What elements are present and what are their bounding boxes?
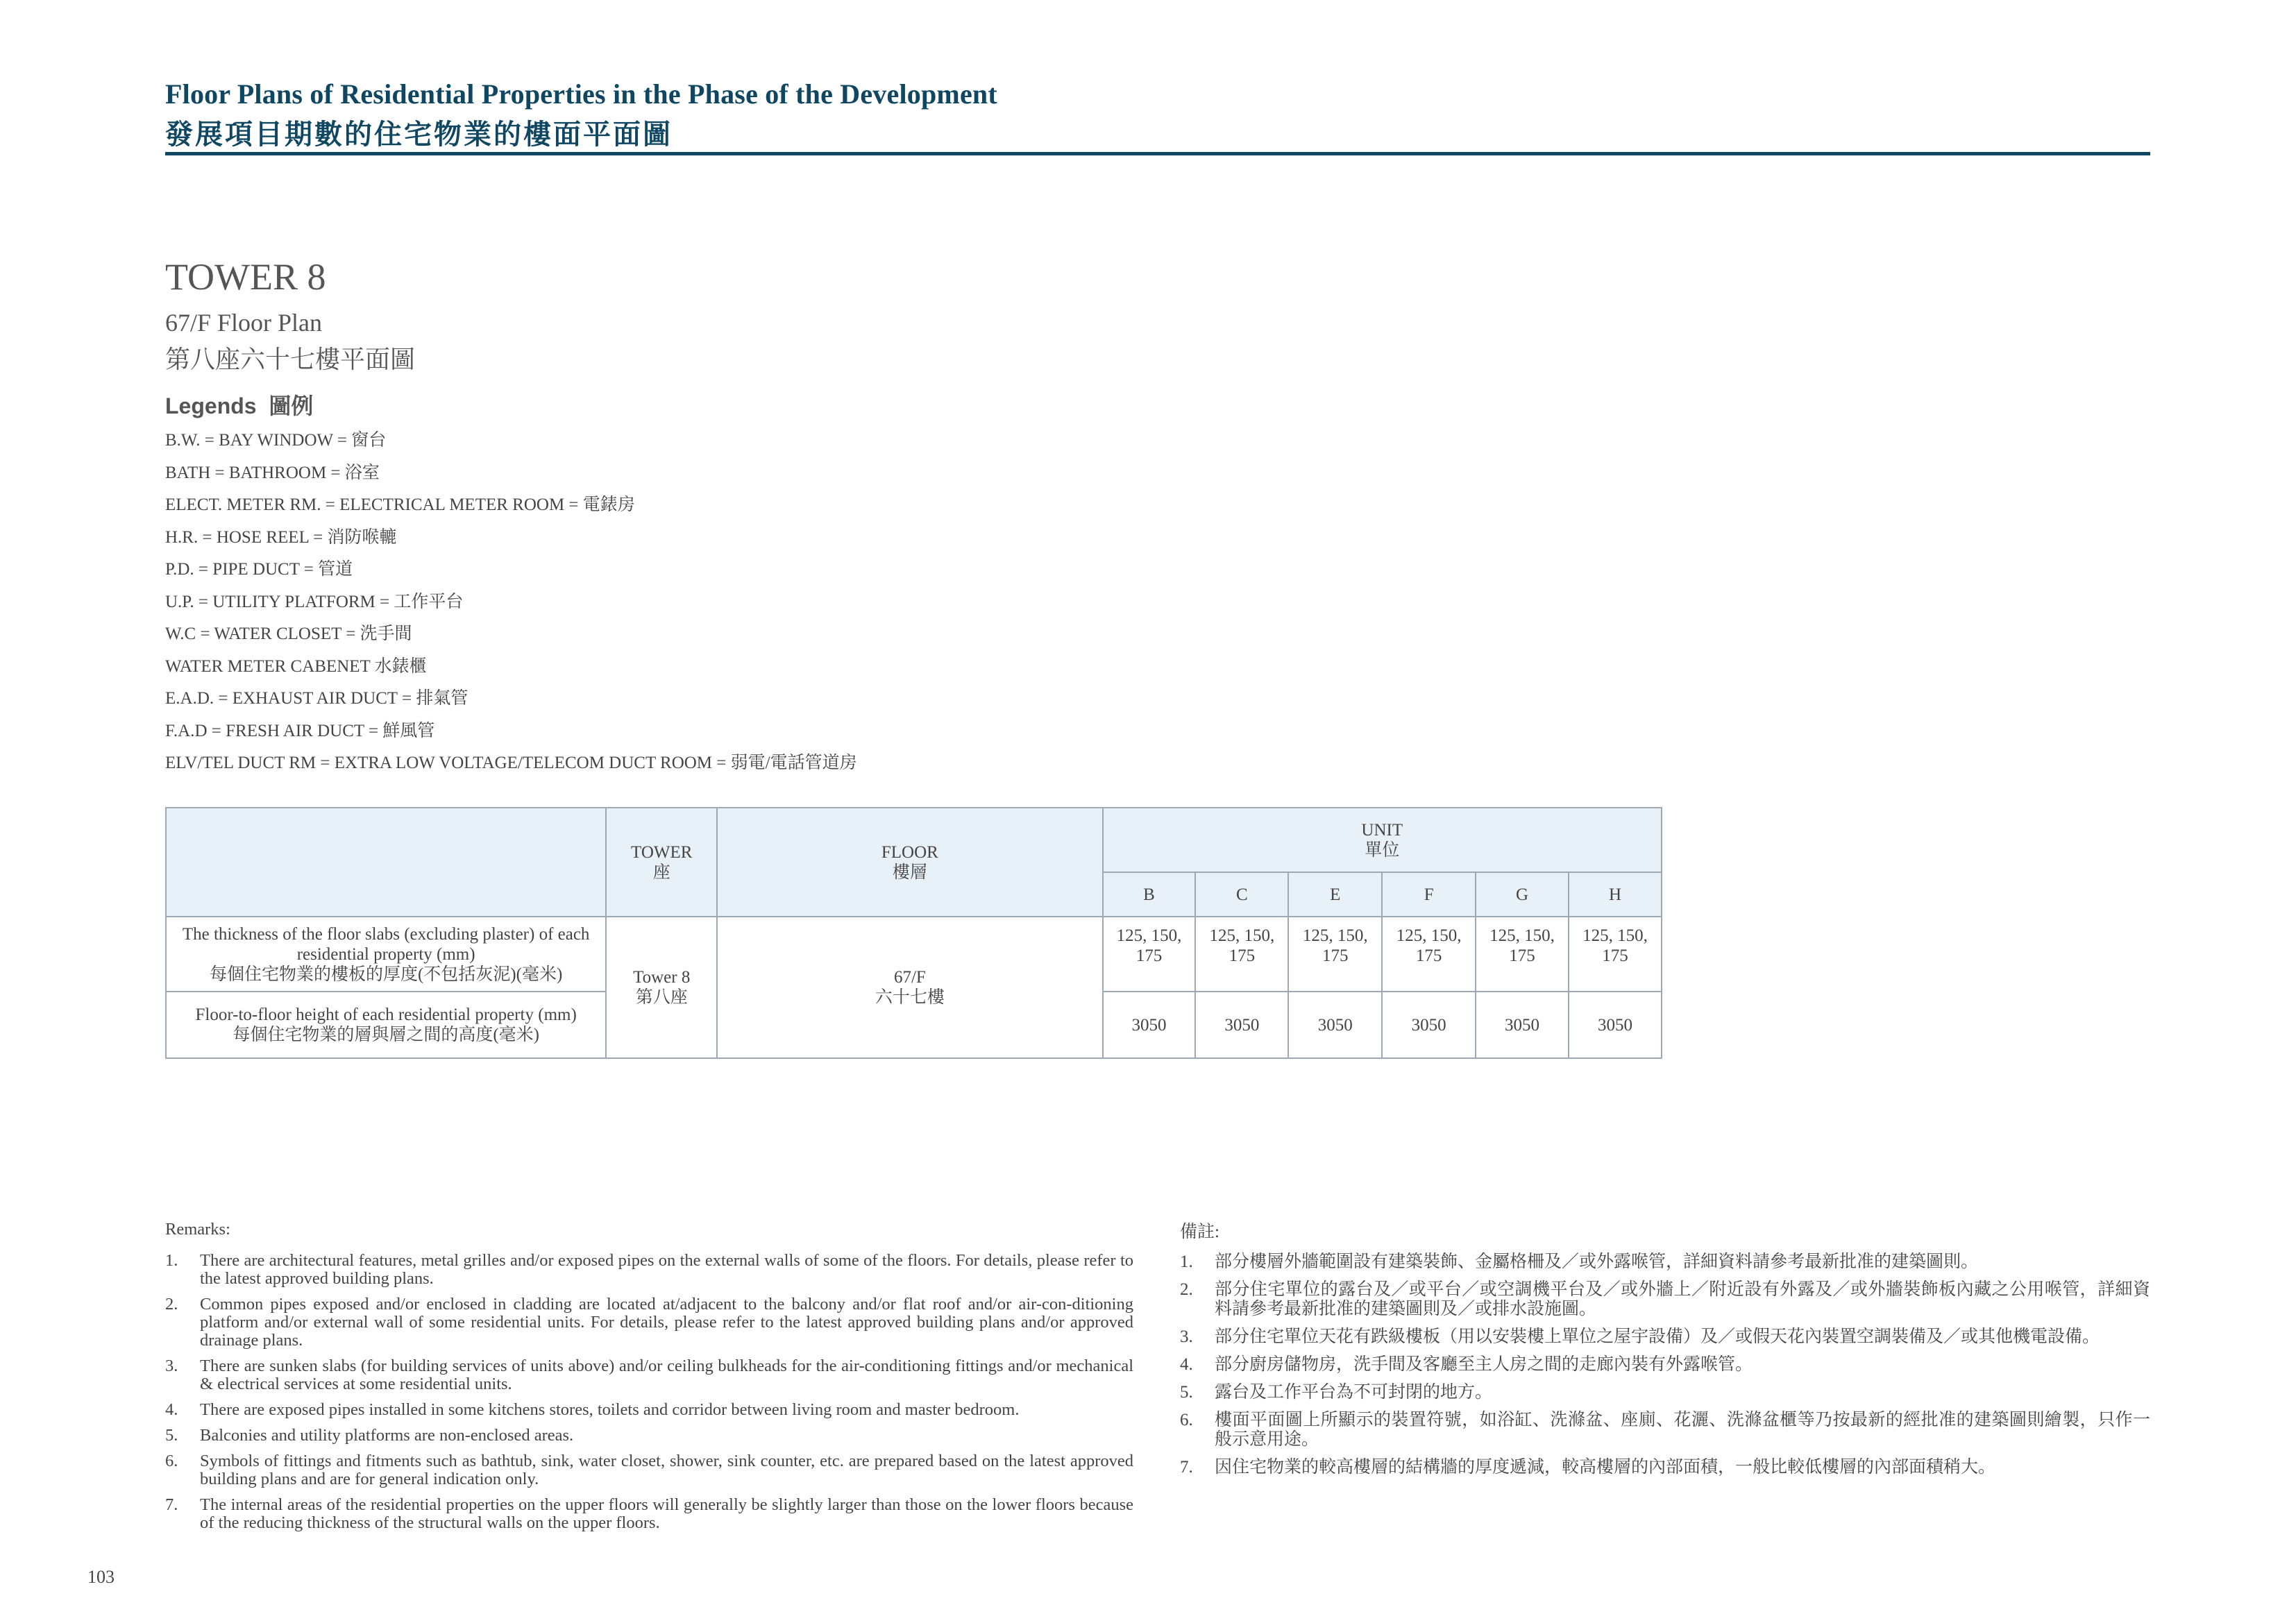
- legends-heading: Legends 圖例: [165, 393, 314, 418]
- legend-item: F.A.D = FRESH AIR DUCT = 鮮風管: [165, 721, 435, 740]
- page-number: 103: [87, 1567, 115, 1587]
- section-title-zh: 發展項目期數的住宅物業的樓面平面圖: [165, 119, 673, 150]
- unit-header: F: [1382, 872, 1476, 917]
- floor-spec-table: [165, 807, 1662, 1059]
- height-cell: 3050: [1195, 992, 1288, 1058]
- legend-item: E.A.D. = EXHAUST AIR DUCT = 排氣管: [165, 689, 469, 708]
- tower-value-cell: Tower 8 第八座: [606, 917, 717, 1058]
- unit-header: G: [1476, 872, 1569, 917]
- remark-item: 3. There are sunken slabs (for building services of units above) and/or ceiling bulkheads for the air-conditioning fittings and/or mechanical & electrical services at some residential units.: [165, 1357, 1133, 1393]
- height-cell: 3050: [1103, 992, 1196, 1058]
- height-cell: 3050: [1569, 992, 1662, 1058]
- legend-item: ELECT. METER RM. = ELECTRICAL METER ROOM = 電錶房: [165, 495, 635, 514]
- height-cell: 3050: [1476, 992, 1569, 1058]
- remarks-title-en: Remarks:: [165, 1220, 230, 1239]
- height-cell: 3050: [1288, 992, 1382, 1058]
- remark-item: 5. Balconies and utility platforms are non-enclosed areas.: [165, 1426, 574, 1445]
- legend-item: WATER METER CABENET 水錶櫃: [165, 656, 427, 676]
- unit-header: H: [1569, 872, 1662, 917]
- legend-item: H.R. = HOSE REEL = 消防喉轆: [165, 527, 397, 547]
- legend-item: B.W. = BAY WINDOW = 窗台: [165, 431, 387, 450]
- floor-value-cell: 67/F 六十七樓: [717, 917, 1102, 1058]
- remark-item: 1. 部分樓層外牆範圍設有建築裝飾、金屬格柵及／或外露喉管，詳細資料請參考最新批准的建築圖則。: [1180, 1252, 1979, 1271]
- remark-item: 5. 露台及工作平台為不可封閉的地方。: [1180, 1383, 1493, 1402]
- remark-item: 4. 部分廚房儲物房，洗手間及客廳至主人房之間的走廊內裝有外露喉管。: [1180, 1355, 1753, 1374]
- tower-title: TOWER 8: [165, 256, 326, 298]
- table-corner-cell: [166, 808, 606, 917]
- legend-item: W.C = WATER CLOSET = 洗手間: [165, 624, 412, 643]
- height-cell: 3050: [1382, 992, 1476, 1058]
- legend-item: BATH = BATHROOM = 浴室: [165, 463, 380, 482]
- thickness-cell: 125, 150, 175: [1569, 917, 1662, 992]
- floor-plan-title-zh: 第八座六十七樓平面圖: [165, 346, 416, 373]
- row-label-height: Floor-to-floor height of each residential property (mm) 每個住宅物業的層與層之間的高度(毫米): [166, 992, 606, 1058]
- remarks-zh: [1180, 1218, 2150, 1486]
- remark-item: 7. 因住宅物業的較高樓層的結構牆的厚度遞減，較高樓層的內部面積，一般比較低樓層的內部面積稍大。: [1180, 1458, 1996, 1477]
- header-divider: [165, 152, 2150, 155]
- remark-item: 2. 部分住宅單位的露台及／或平台／或空調機平台及／或外牆上／附近設有外露及／或外牆裝飾板內藏之公用喉管，詳細資料請參考最新批准的建築圖則及／或排水設施圖。: [1180, 1280, 2150, 1318]
- column-header-floor: FLOOR 樓層: [717, 808, 1102, 917]
- remarks-en: [165, 1220, 1133, 1540]
- row-label-thickness: The thickness of the floor slabs (excluding plaster) of each residential property (mm) 每個住宅物業的樓板的厚度(不包括灰泥)(毫米): [166, 917, 606, 992]
- remark-item: 6. 樓面平面圖上所顯示的裝置符號，如浴缸、洗滌盆、座廁、花灑、洗滌盆櫃等乃按最新的經批准的建築圖則繪製，只作一般示意用途。: [1180, 1411, 2150, 1449]
- section-title-en: Floor Plans of Residential Properties in the Phase of the Development: [165, 78, 997, 110]
- remark-item: 3. 部分住宅單位天花有跌級樓板（用以安裝樓上單位之屋宇設備）及／或假天花內裝置空調裝備及／或其他機電設備。: [1180, 1327, 2100, 1346]
- remark-item: 4. There are exposed pipes installed in some kitchens stores, toilets and corridor between living room and master bedroom.: [165, 1400, 1020, 1419]
- thickness-cell: 125, 150, 175: [1195, 917, 1288, 992]
- column-header-unit: UNIT 單位: [1103, 808, 1662, 872]
- unit-header: B: [1103, 872, 1196, 917]
- remark-item: 7. The internal areas of the residential properties on the upper floors will generally be slightly larger than those on the lower floors because of the reducing thickness of the structural walls on the upper floors.: [165, 1495, 1133, 1532]
- thickness-cell: 125, 150, 175: [1382, 917, 1476, 992]
- remarks-title-zh: 備註:: [1180, 1223, 1219, 1241]
- thickness-cell: 125, 150, 175: [1103, 917, 1196, 992]
- unit-header: C: [1195, 872, 1288, 917]
- thickness-cell: 125, 150, 175: [1288, 917, 1382, 992]
- legend-item: P.D. = PIPE DUCT = 管道: [165, 560, 353, 579]
- legend-item: ELV/TEL DUCT RM = EXTRA LOW VOLTAGE/TELECOM DUCT ROOM = 弱電/電話管道房: [165, 754, 857, 772]
- table-row: [166, 917, 1662, 992]
- unit-header: E: [1288, 872, 1382, 917]
- floor-plan-title-en: 67/F Floor Plan: [165, 309, 323, 337]
- thickness-cell: 125, 150, 175: [1476, 917, 1569, 992]
- legend-item: U.P. = UTILITY PLATFORM = 工作平台: [165, 592, 464, 611]
- remark-item: 2. Common pipes exposed and/or enclosed in cladding are located at/adjacent to the balcony and/or flat roof and/or air-con-ditioning platform and/or external wall of some residential units. For details, please refer to the latest approved building plans and/or approved drainage plans.: [165, 1295, 1133, 1350]
- remark-item: 6. Symbols of fittings and fitments such as bathtub, sink, water closet, shower, sink counter, etc. are prepared based on the latest approved building plans and are for general indication only.: [165, 1452, 1133, 1488]
- legends-list: [165, 430, 857, 785]
- column-header-tower: TOWER 座: [606, 808, 717, 917]
- remark-item: 1. There are architectural features, metal grilles and/or exposed pipes on the external walls of some of the floors. For details, please refer to the latest approved building plans.: [165, 1251, 1133, 1288]
